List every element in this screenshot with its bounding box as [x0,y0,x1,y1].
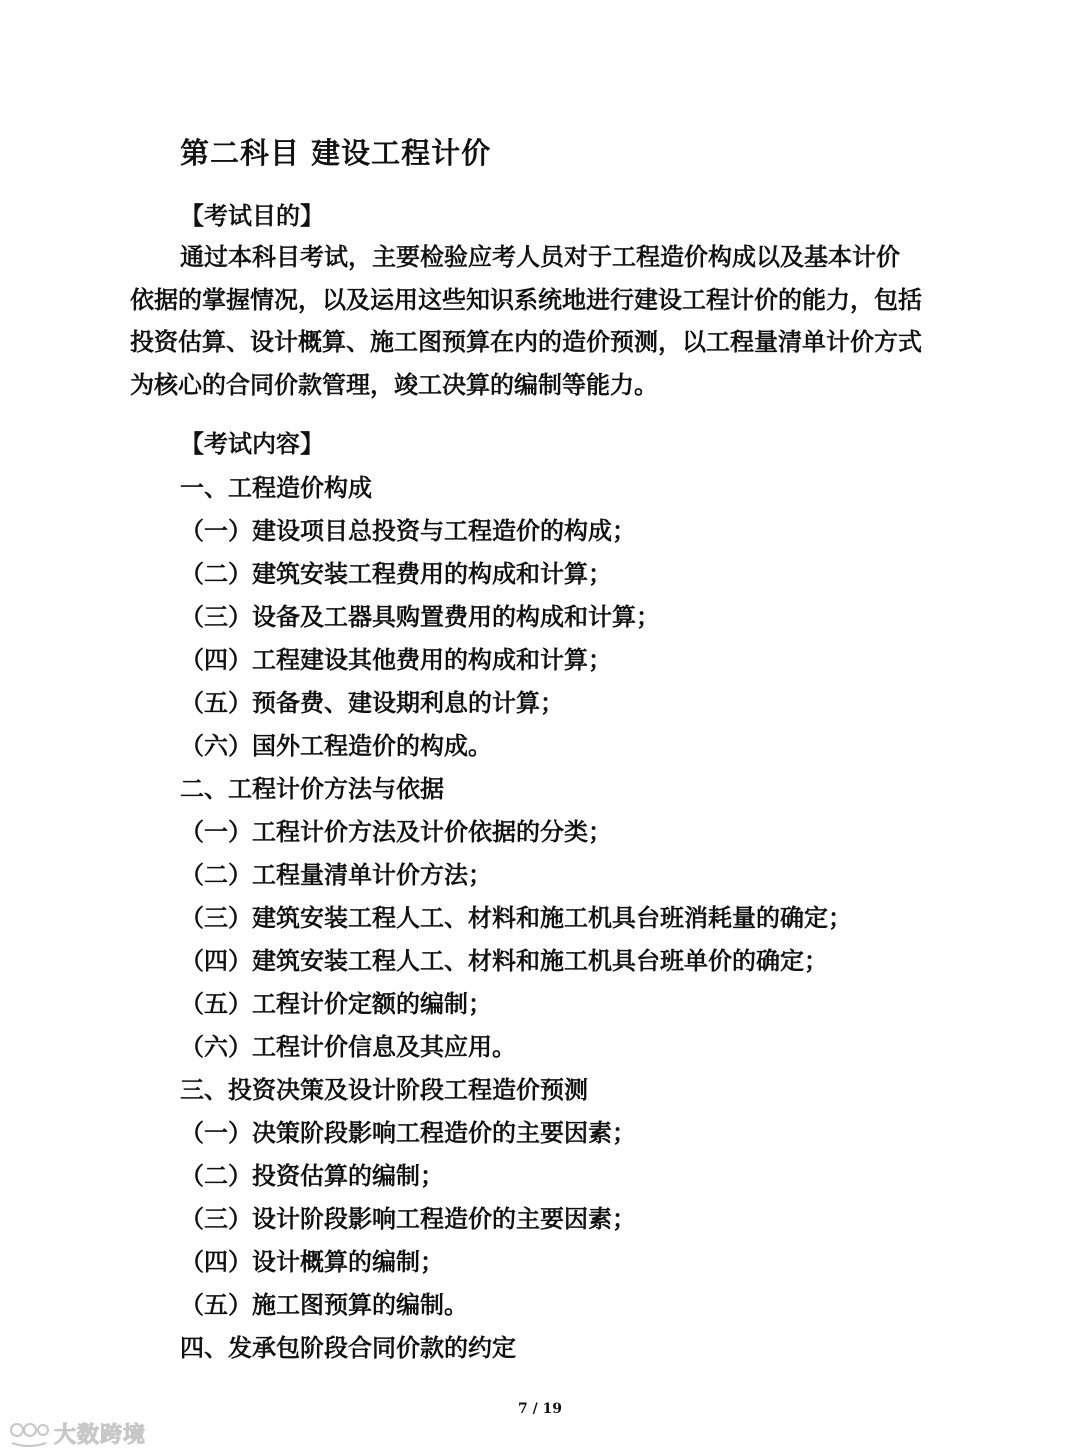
list-item: （六）工程计价信息及其应用。 [180,1033,516,1061]
brand-logo-icon [8,1419,50,1449]
content-heading: 【考试内容】 [180,430,324,458]
list-item: （三）设计阶段影响工程造价的主要因素； [180,1205,636,1233]
purpose-heading: 【考试目的】 [180,202,324,230]
page-number: 7 / 19 [517,1401,563,1417]
list-item: （三）设备及工器具购置费用的构成和计算； [180,603,660,631]
section-heading: 二、工程计价方法与依据 [180,775,444,803]
section-heading: 四、发承包阶段合同价款的约定 [180,1334,516,1362]
watermark-text: 大数跨境 [54,1423,147,1448]
list-item: （四）工程建设其他费用的构成和计算； [180,646,612,674]
purpose-paragraph [130,236,950,406]
list-item: （四）建筑安装工程人工、材料和施工机具台班单价的确定； [180,947,828,975]
list-item: （五）工程计价定额的编制； [180,990,492,1018]
watermark [8,1418,146,1449]
list-item: （一）工程计价方法及计价依据的分类； [180,818,612,846]
list-item: （二）建筑安装工程费用的构成和计算； [180,560,612,588]
paragraph-line: 为核心的合同价款管理，竣工决算的编制等能力。 [130,370,658,399]
list-item: （一）决策阶段影响工程造价的主要因素； [180,1119,636,1147]
list-item: （六）国外工程造价的构成。 [180,732,492,760]
list-item: （二）投资估算的编制； [180,1162,444,1190]
list-item: （五）预备费、建设期利息的计算； [180,689,564,717]
page-title: 第二科目 建设工程计价 [180,136,492,170]
paragraph-line: 依据的掌握情况，以及运用这些知识系统地进行建设工程计价的能力，包括 [130,285,922,314]
section-heading: 三、投资决策及设计阶段工程造价预测 [180,1076,588,1104]
list-item: （一）建设项目总投资与工程造价的构成； [180,517,636,545]
list-item: （二）工程量清单计价方法； [180,861,492,889]
list-item: （五）施工图预算的编制。 [180,1291,468,1319]
list-item: （四）设计概算的编制； [180,1248,444,1276]
paragraph-line: 投资估算、设计概算、施工图预算在内的造价预测，以工程量清单计价方式 [130,328,922,356]
section-heading: 一、工程造价构成 [180,474,372,502]
paragraph-line: 通过本科目考试，主要检验应考人员对于工程造价构成以及基本计价 [180,243,900,271]
list-item: （三）建筑安装工程人工、材料和施工机具台班消耗量的确定； [180,904,852,932]
